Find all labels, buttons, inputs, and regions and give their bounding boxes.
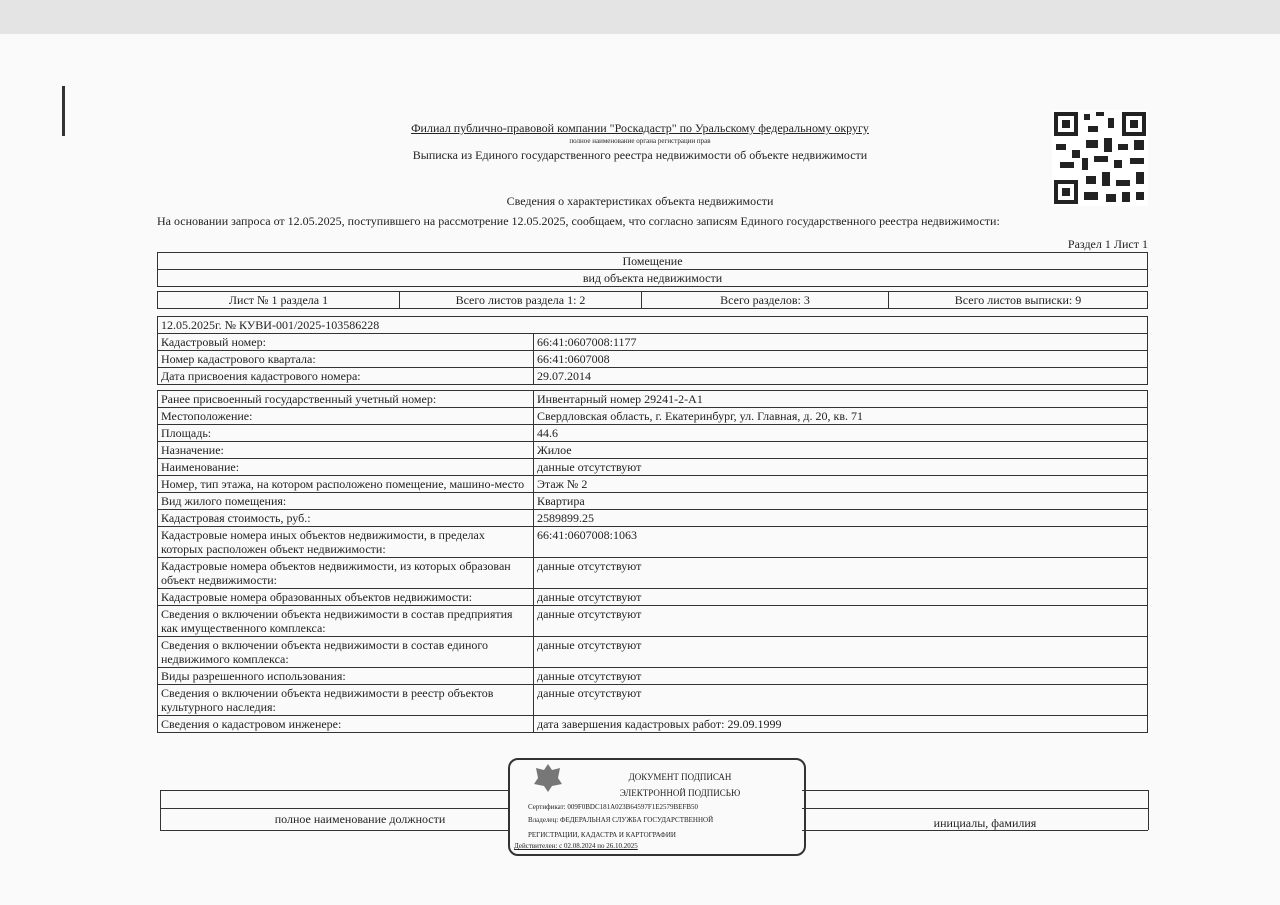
sheets-in-section: Всего листов раздела 1: 2 [400,292,642,309]
field-label: Сведения о включении объекта недвижимости в состав единого недвижимого комплекса: [158,637,534,668]
field-value: данные отсутствуют [534,637,1148,668]
table-row [158,668,1148,685]
sheet-number: Лист № 1 раздела 1 [158,292,400,309]
field-label: Кадастровые номера иных объектов недвижимости, в пределах которых расположен объект недвижимости: [158,527,534,558]
field-value: Инвентарный номер 29241-2-А1 [534,391,1148,408]
table-row [158,493,1148,510]
field-label: Сведения о включении объекта недвижимости в реестр объектов культурного наследия: [158,685,534,716]
field-value: дата завершения кадастровых работ: 29.09.1999 [534,716,1148,733]
total-sheets: Всего листов выписки: 9 [889,292,1148,309]
field-label: Кадастровый номер: [158,334,534,351]
field-label: Площадь: [158,425,534,442]
field-value: данные отсутствуют [534,685,1148,716]
e-signature-stamp [508,758,806,856]
field-label: Ранее присвоенный государственный учетный номер: [158,391,534,408]
field-label: Номер, тип этажа, на котором расположено помещение, машино-место [158,476,534,493]
stamp-line1: ДОКУМЕНТ ПОДПИСАН [628,772,732,782]
field-label: Сведения о кадастровом инженере: [158,716,534,733]
stamp-owner2: РЕГИСТРАЦИИ, КАДАСТРА И КАРТОГРАФИИ [528,831,676,839]
table-row [158,351,1148,368]
field-value: Жилое [534,442,1148,459]
sheets-table [157,291,1148,309]
table-row [158,459,1148,476]
field-label: Местоположение: [158,408,534,425]
field-label: Дата присвоения кадастрового номера: [158,368,534,385]
field-value: 2589899.25 [534,510,1148,527]
field-label: Кадастровые номера образованных объектов недвижимости: [158,589,534,606]
table-row [158,637,1148,668]
table-row [158,716,1148,733]
org-caption: полное наименование органа регистрации прав [569,137,711,145]
field-label: Кадастровая стоимость, руб.: [158,510,534,527]
characteristics-table [157,390,1148,733]
field-value: 66:41:0607008:1063 [534,527,1148,558]
stamp-line2: ЭЛЕКТРОННОЙ ПОДПИСЬЮ [619,788,741,798]
field-label: Сведения о включении объекта недвижимости в состав предприятия как имущественного комплекса: [158,606,534,637]
scan-mark [62,86,65,136]
org-name: Филиал публично-правовой компании "Роскадастр" по Уральскому федеральному округу [411,121,869,135]
stamp-valid: Действителен: с 02.08.2024 по 26.10.2025 [514,842,638,850]
object-type: Помещение [158,253,1148,270]
section-ref: Раздел 1 Лист 1 [1067,237,1148,251]
table-row [158,408,1148,425]
field-value: Свердловская область, г. Екатеринбург, ул. Главная, д. 20, кв. 71 [534,408,1148,425]
position-caption: полное наименование должности [274,812,446,826]
table-row [158,606,1148,637]
stamp-cert: Сертификат: 009F0BDC181A023B64597F1E2579BEFB50 [528,803,699,811]
object-type-caption: вид объекта недвижимости [158,270,1148,287]
field-label: Наименование: [158,459,534,476]
intro-text: На основании запроса от 12.05.2025, поступившего на рассмотрение 12.05.2025, сообщаем, что согласно записям Единого государственного реестра недвижимости: [157,214,1000,228]
stamp-owner1: Владелец: ФЕДЕРАЛЬНАЯ СЛУЖБА ГОСУДАРСТВЕННОЙ [528,816,714,824]
table-row [158,527,1148,558]
doc-title: Выписка из Единого государственного реестра недвижимости об объекте недвижимости [412,148,868,162]
object-type-table [157,252,1148,287]
field-value: данные отсутствуют [534,558,1148,589]
field-label: Виды разрешенного использования: [158,668,534,685]
field-value: данные отсутствуют [534,459,1148,476]
table-row [158,685,1148,716]
field-value: 66:41:0607008:1177 [534,334,1148,351]
table-row [158,334,1148,351]
total-sections: Всего разделов: 3 [642,292,889,309]
section-title: Сведения о характеристиках объекта недвижимости [506,194,774,208]
field-label: Кадастровые номера объектов недвижимости, из которых образован объект недвижимости: [158,558,534,589]
table-row [158,558,1148,589]
table-row [158,391,1148,408]
field-value: 66:41:0607008 [534,351,1148,368]
field-value: данные отсутствуют [534,589,1148,606]
qr-code-icon [1052,110,1148,206]
table-row [158,589,1148,606]
field-label: Номер кадастрового квартала: [158,351,534,368]
field-value: данные отсутствуют [534,606,1148,637]
emblem-icon [532,762,564,794]
table-row [158,510,1148,527]
table-row [158,425,1148,442]
field-label: Вид жилого помещения: [158,493,534,510]
field-value: Этаж № 2 [534,476,1148,493]
field-value: 29.07.2014 [534,368,1148,385]
table-row [158,476,1148,493]
field-value: Квартира [534,493,1148,510]
registration-table [157,316,1148,385]
field-value: 44.6 [534,425,1148,442]
table-row [158,442,1148,459]
record-number: 12.05.2025г. № КУВИ-001/2025-103586228 [158,317,1148,334]
field-value: данные отсутствуют [534,668,1148,685]
table-row [158,368,1148,385]
name-caption: инициалы, фамилия [933,816,1037,830]
field-label: Назначение: [158,442,534,459]
